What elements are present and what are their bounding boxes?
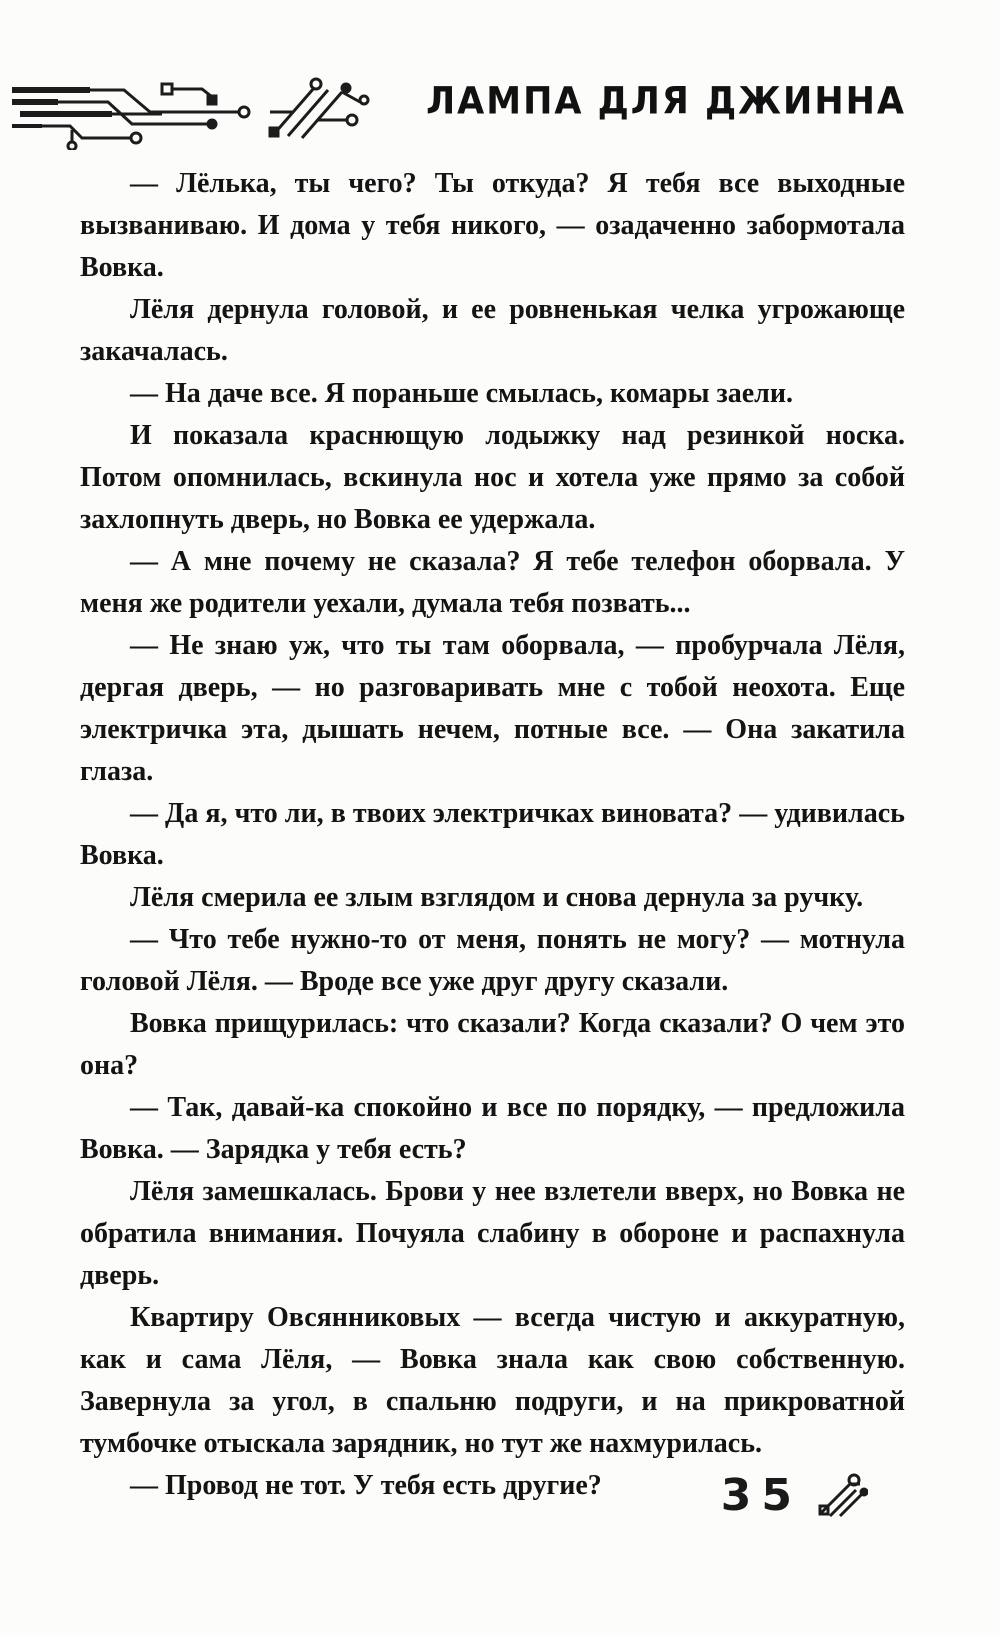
paragraph: Лёля смерила ее злым взглядом и снова дернула за ручку. — [130, 882, 864, 913]
page-title: ЛАМПА ДЛЯ ДЖИННА — [426, 80, 906, 124]
paragraph: Лёля замешкалась. Брови у нее взлетели вверх, но Вовка не обратила внимания. Почуяла слабину в обороне и распахнула дверь. — [80, 1176, 905, 1291]
paragraph: И показала краснющую лодыжку над резинкой носка. Потом опомнилась, вскинула нос и хотела уже прямо за собой захлопнуть дверь, но Вовка ее удержала. — [80, 420, 905, 535]
paragraph: — На даче все. Я пораньше смылась, комары заели. — [130, 378, 794, 409]
page-number: 35 — [720, 1470, 802, 1521]
paragraph: Вовка прищурилась: что сказали? Когда сказали? О чем это она? — [80, 1008, 905, 1081]
paragraph: — Лёлька, ты чего? Ты откуда? Я тебя все выходные вызваниваю. И дома у тебя никого, — озадаченно забормотала Вовка. — [80, 168, 905, 283]
paragraph: — Так, давай-ка спокойно и все по порядку, — предложила Вовка. — Зарядка у тебя есть? — [80, 1092, 905, 1165]
circuit-corner-icon — [816, 1472, 868, 1518]
paragraph: — Что тебе нужно-то от меня, понять не могу? — мотнула головой Лёля. — Вроде все уже друг другу сказали. — [80, 924, 905, 997]
text-block — [80, 163, 905, 1507]
paragraph: — Не знаю уж, что ты там оборвала, — пробурчала Лёля, дергая дверь, — но разговаривать мне с тобой неохота. Еще электричка эта, дышать нечем, потные все. — Она закатила глаза. — [80, 630, 905, 787]
paragraph: Квартиру Овсянниковых — всегда чистую и аккуратную, как и сама Лёля, — Вовка знала как свою собственную. Завернула за угол, в спальню подруги, и на прикроватной тумбочке отыскала зарядник, но тут же нахмурилась. — [80, 1302, 905, 1459]
circuit-ornament-icon — [12, 72, 412, 150]
paragraph: — А мне почему не сказала? Я тебе телефон оборвала. У меня же родители уехали, думала тебя позвать... — [80, 546, 905, 619]
paragraph: — Да я, что ли, в твоих электричках виновата? — удивилась Вовка. — [80, 798, 905, 871]
footer — [720, 1470, 868, 1521]
paragraph: — Провод не тот. У тебя есть другие? — [130, 1470, 602, 1501]
paragraph: Лёля дернула головой, и ее ровненькая челка угрожающе закачалась. — [80, 294, 905, 367]
